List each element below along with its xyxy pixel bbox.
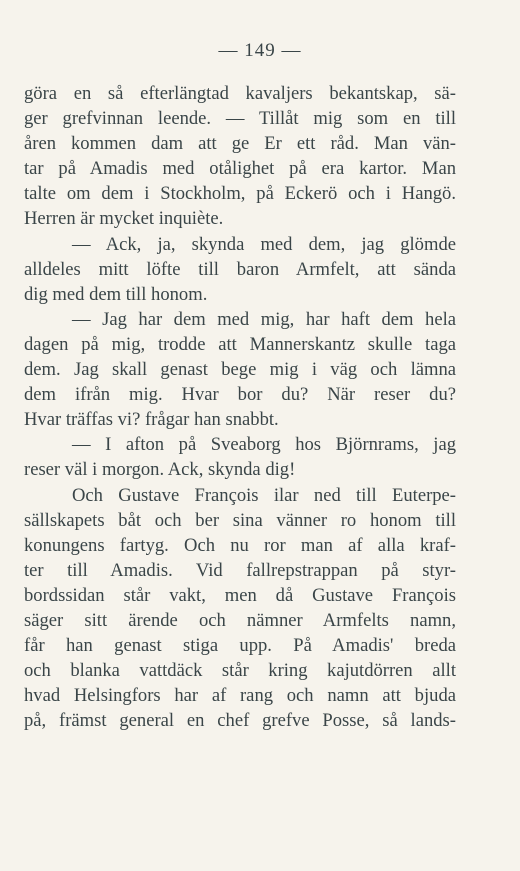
text-line: ger grefvinnan leende. — Tillåt mig som en till	[24, 108, 456, 130]
text-line: bordssidan står vakt, men då Gustave François	[24, 584, 456, 606]
text-line: ter till Amadis. Vid fallrepstrappan på styr-	[24, 559, 456, 581]
text-line: dem ifrån mig. Hvar bor du? När reser du?	[24, 384, 456, 406]
text-line: får han genast stiga upp. På Amadis' breda	[24, 635, 456, 657]
text-line: Herren är mycket inquiète.	[24, 208, 224, 230]
text-line: säger sitt ärende och nämner Armfelts namn,	[24, 609, 456, 631]
text-line: — Ack, ja, skynda med dem, jag glömde	[72, 233, 456, 255]
text-line: och blanka vattdäck står kring kajutdörren allt	[24, 660, 456, 682]
text-line: Hvar träffas vi? frågar han snabbt.	[24, 409, 279, 431]
text-line: dem. Jag skall genast bege mig i väg och lämna	[24, 359, 456, 381]
text-line: alldeles mitt löfte till baron Armfelt, att sända	[24, 258, 456, 280]
text-line: på, främst general en chef grefve Posse, så lands-	[24, 710, 456, 732]
text-line: hvad Helsingfors har af rang och namn att bjuda	[24, 685, 456, 707]
text-line: reser väl i morgon. Ack, skynda dig!	[24, 459, 296, 481]
text-line: åren kommen dam att ge Er ett råd. Man vän-	[24, 133, 456, 155]
page-number: — 149 —	[218, 40, 302, 61]
text-line: talte om dem i Stockholm, på Eckerö och i Hangö.	[24, 183, 456, 205]
text-line: dig med dem till honom.	[24, 283, 208, 305]
text-line: konungens fartyg. Och nu ror man af alla kraf-	[24, 534, 456, 556]
text-line: Och Gustave François ilar ned till Euterpe-	[72, 484, 456, 506]
text-line: dagen på mig, trodde att Mannerskantz skulle taga	[24, 333, 456, 355]
page-body-text	[24, 81, 456, 733]
text-line: tar på Amadis med otålighet på era kartor. Man	[24, 158, 456, 180]
text-line: göra en så efterlängtad kavaljers bekantskap, sä-	[24, 83, 456, 104]
text-line: — I afton på Sveaborg hos Björnrams, jag	[72, 434, 456, 456]
text-line: — Jag har dem med mig, har haft dem hela	[72, 308, 456, 330]
text-line: sällskapets båt och ber sina vänner ro honom till	[24, 509, 456, 531]
